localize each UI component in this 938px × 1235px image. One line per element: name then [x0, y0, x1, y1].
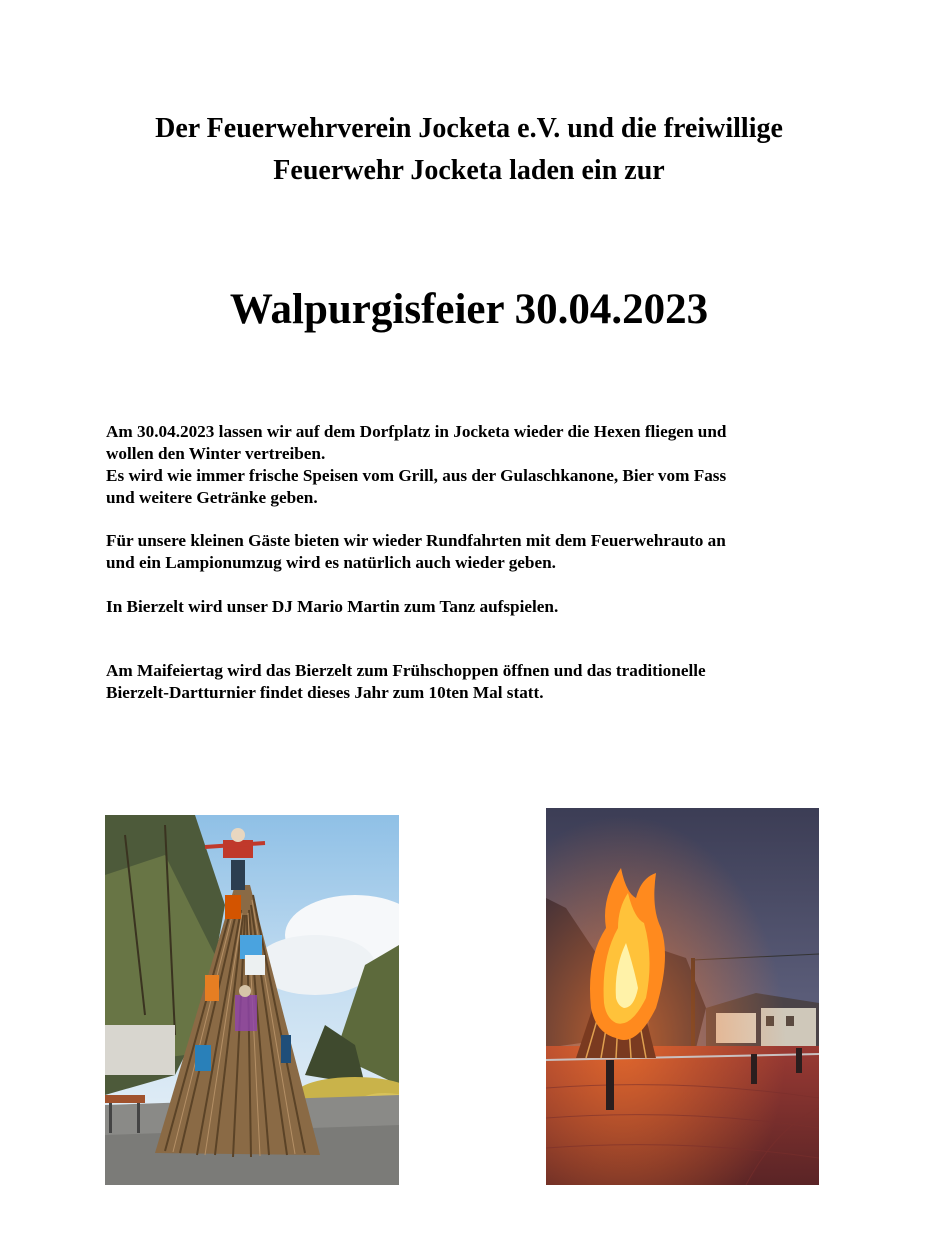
text-line: wollen den Winter vertreiben. [106, 444, 326, 463]
bonfire-image [546, 808, 819, 1185]
bonfire-photo [546, 808, 819, 1185]
text-line: und weitere Getränke geben. [106, 488, 318, 507]
paragraph-kids [106, 530, 826, 574]
paragraph-dj [106, 596, 826, 618]
text-line: Am 30.04.2023 lassen wir auf dem Dorfplatz in Jocketa wieder die Hexen fliegen und [106, 422, 727, 441]
paragraph-mayday [106, 660, 826, 704]
text-line: Am Maifeiertag wird das Bierzelt zum Frühschoppen öffnen und das traditionelle [106, 661, 706, 680]
woodpile-photo [105, 815, 399, 1185]
text-line: Es wird wie immer frische Speisen vom Grill, aus der Gulaschkanone, Bier vom Fass [106, 466, 727, 485]
text-line: Bierzelt-Dartturnier findet dieses Jahr zum 10ten Mal statt. [106, 683, 544, 702]
text-line: Für unsere kleinen Gäste bieten wir wieder Rundfahrten mit dem Feuerwehrauto an [106, 531, 726, 550]
event-title: Walpurgisfeier 30.04.2023 [229, 286, 709, 333]
text-line: und ein Lampionumzug wird es natürlich auch wieder geben. [106, 553, 556, 572]
header-line-2: Feuerwehr Jocketa laden ein zur [273, 155, 665, 186]
invitation-header [0, 108, 938, 192]
text-line: In Bierzelt wird unser DJ Mario Martin zum Tanz aufspielen. [106, 597, 559, 616]
header-line-1: Der Feuerwehrverein Jocketa e.V. und die freiwillige [155, 113, 783, 144]
woodpile-image [105, 815, 399, 1185]
paragraph-event-details [106, 421, 826, 509]
